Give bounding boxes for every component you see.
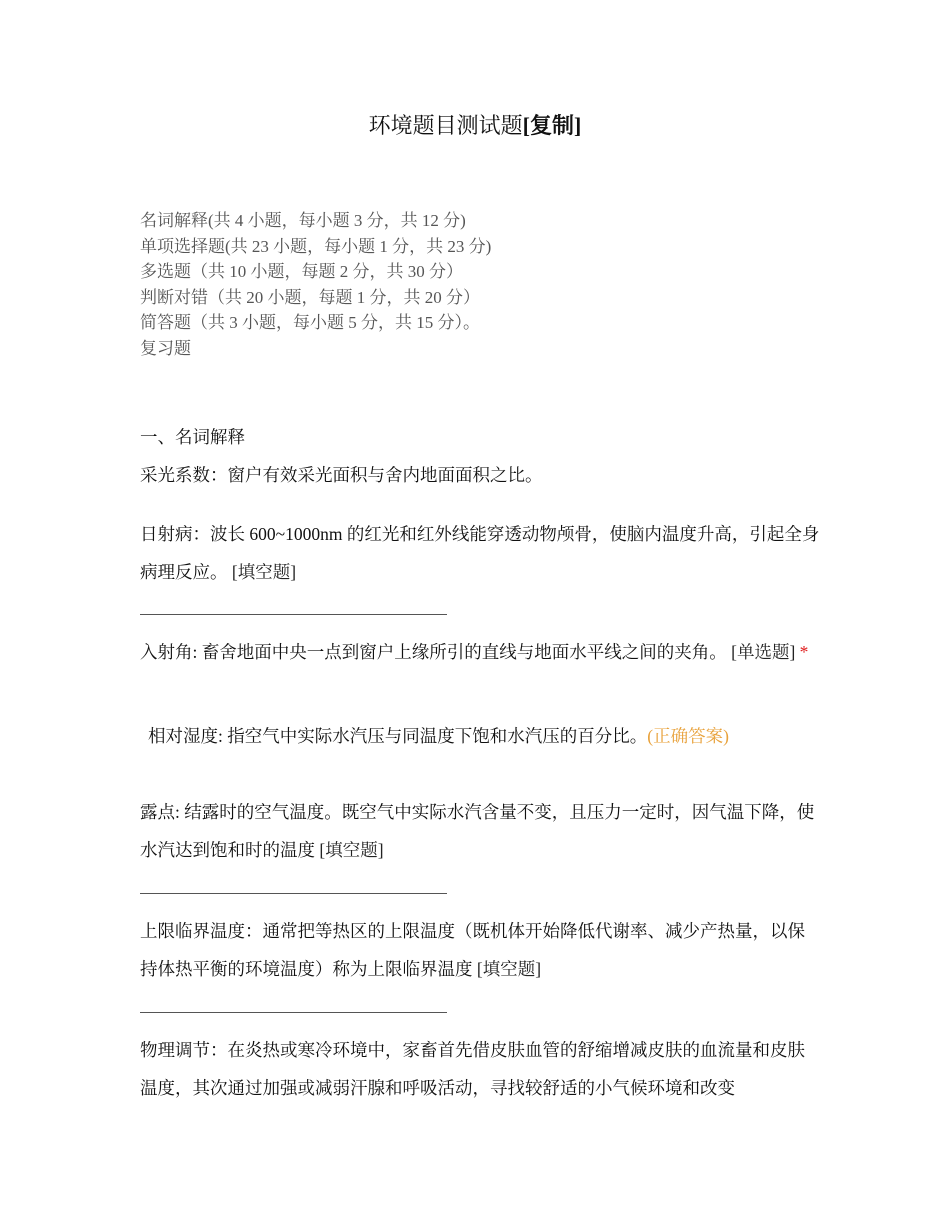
question-text: 采光系数：窗户有效采光面积与舍内地面面积之比。 xyxy=(140,465,543,485)
question-text: 上限临界温度：通常把等热区的上限温度（既机体开始降低代谢率、减少产热量，以保持体热平衡的环境温度）称为上限临界温度 xyxy=(140,921,805,979)
required-marker: * xyxy=(799,642,809,662)
summary-line: 单项选择题(共 23 小题，每小题 1 分，共 23 分) xyxy=(140,236,492,256)
question-item xyxy=(140,794,820,869)
question-item xyxy=(140,516,820,591)
question-item xyxy=(140,634,820,672)
question-item xyxy=(140,457,820,495)
section-heading: 一、名词解释 xyxy=(140,427,245,447)
title-text: 环境题目测试题 xyxy=(368,113,523,138)
page-title xyxy=(0,110,950,142)
question-type-tag: [填空题] xyxy=(319,839,384,860)
question-text: 露点: 结露时的空气温度。既空气中实际水汽含量不变，且压力一定时，因气温下降，使水汽达到饱和时的温度 xyxy=(140,802,815,860)
summary-line: 复习题 xyxy=(140,338,191,358)
score-summary xyxy=(140,208,491,361)
option-text: 相对湿度: 指空气中实际水汽压与同温度下饱和水汽压的百分比。 xyxy=(148,726,648,746)
question-item xyxy=(140,1032,820,1107)
question-type-tag: [单选题] xyxy=(731,642,796,662)
question-text: 物理调节：在炎热或寒冷环境中，家畜首先借皮肤血管的舒缩增减皮肤的血流量和皮肤温度，其次通过加强或减弱汗腺和呼吸活动，寻找较舒适的小气候环境和改变 xyxy=(140,1040,805,1098)
question-item xyxy=(140,913,820,988)
question-text: 日射病：波长 600~1000nm 的红光和红外线能穿透动物颅骨，使脑内温度升高，引起全身病理反应。 xyxy=(140,524,820,582)
summary-line: 判断对错（共 20 小题，每题 1 分，共 20 分） xyxy=(140,287,480,307)
summary-line: 多选题（共 10 小题，每题 2 分，共 30 分） xyxy=(140,262,463,281)
answer-option[interactable] xyxy=(148,718,828,756)
title-copy-suffix: [复制] xyxy=(522,113,582,138)
summary-line: 名词解释(共 4 小题，每小题 3 分，共 12 分) xyxy=(140,211,466,230)
summary-line: 简答题（共 3 小题，每小题 5 分，共 15 分）。 xyxy=(140,313,480,332)
fill-blank-answer-line[interactable] xyxy=(140,1012,447,1013)
question-text: 入射角: 畜舍地面中央一点到窗户上缘所引的直线与地面水平线之间的夹角。 xyxy=(140,642,727,662)
fill-blank-answer-line[interactable] xyxy=(140,614,447,615)
correct-answer-label: (正确答案) xyxy=(647,726,729,746)
question-type-tag: [填空题] xyxy=(476,958,542,979)
fill-blank-answer-line[interactable] xyxy=(140,893,447,894)
question-type-tag: [填空题] xyxy=(231,561,297,582)
